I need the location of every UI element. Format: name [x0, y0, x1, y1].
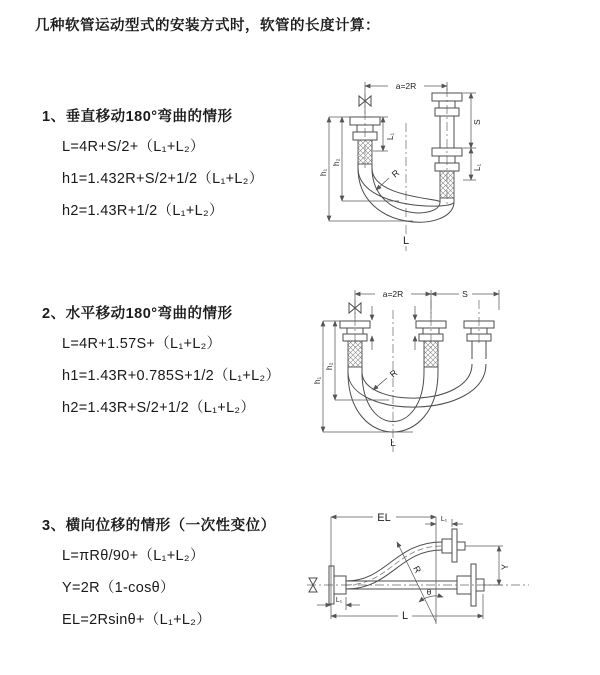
dim-label-h1: h₁	[319, 168, 328, 176]
formula-h1: h1=1.432R+S/2+1/2（L₁+L₂）	[62, 171, 264, 187]
formula-h1: h1=1.43R+0.785S+1/2（L₁+L₂）	[62, 368, 281, 384]
length-label: L	[402, 235, 410, 247]
diagram-vertical-180-bend	[313, 68, 583, 258]
diagram-lateral-displacement	[299, 504, 591, 662]
formula-l: L=πRθ/90+（L₁+L₂）	[62, 548, 205, 564]
dim-label-h1: h₁	[313, 376, 322, 384]
section-3-heading: 3、横向位移的情形（一次性变位）	[42, 518, 276, 534]
dim-label-y: Y	[500, 563, 510, 570]
formula-el: EL=2Rsinθ+（L₁+L₂）	[62, 612, 212, 628]
dim-label-s: S	[462, 289, 468, 299]
dim-label-l1-top: L₁	[440, 516, 448, 523]
formula-y: Y=2R（1-cosθ）	[62, 580, 175, 596]
length-label: L	[401, 610, 409, 622]
formula-h2: h2=1.43R+1/2（L₁+L₂）	[62, 203, 224, 219]
radius-label: R	[389, 167, 402, 180]
u-hoses	[348, 364, 486, 432]
diagram-horizontal-180-bend	[313, 280, 583, 460]
dim-label-h2: h₂	[332, 158, 341, 166]
formula-l: L=4R+1.57S+（L₁+L₂）	[62, 336, 222, 352]
section-2-heading: 2、水平移动180°弯曲的情形	[42, 306, 233, 322]
formula-l: L=4R+S/2+（L₁+L₂）	[62, 139, 205, 155]
dim-label-el: EL	[377, 512, 391, 524]
dim-label-l1-bottom: L₁	[335, 597, 343, 604]
section-1-heading: 1、垂直移动180°弯曲的情形	[42, 109, 233, 125]
angle-theta-label: θ	[426, 587, 432, 597]
dim-label-a2r: a=2R	[395, 81, 417, 91]
dim-label-l1-left: L₁	[386, 132, 395, 140]
length-label: L	[390, 438, 396, 449]
dim-label-l1-right: L₁	[473, 163, 482, 171]
radius-label: R	[387, 367, 400, 380]
middle-flange-pipe	[416, 321, 446, 367]
page-title: 几种软管运动型式的安装方式时，软管的长度计算：	[35, 18, 380, 34]
section-lateral-displacement	[42, 514, 276, 640]
section-horizontal-180	[42, 302, 280, 428]
formula-h2: h2=1.43R+S/2+1/2（L₁+L₂）	[62, 400, 256, 416]
section-vertical-180	[42, 105, 264, 231]
centerlines	[355, 300, 479, 452]
dim-label-a2r: a=2R	[382, 289, 404, 299]
left-flange-pipe	[340, 321, 370, 367]
dim-label-s: S	[472, 119, 482, 125]
radius-label: R	[411, 564, 424, 575]
dim-label-h2: h₂	[325, 362, 334, 370]
